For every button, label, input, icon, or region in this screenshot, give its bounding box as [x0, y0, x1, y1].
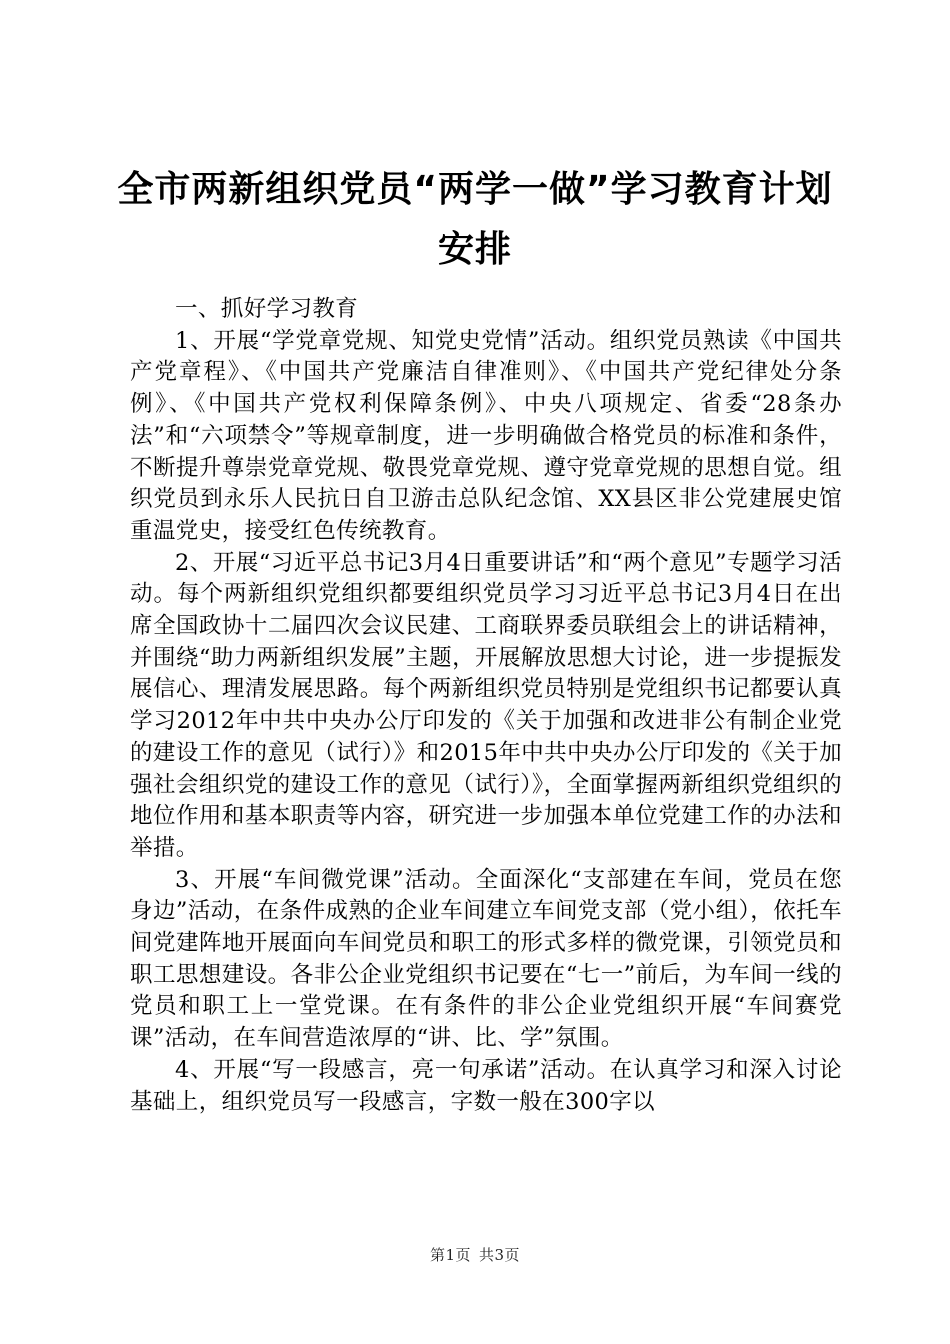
page-footer [0, 1244, 950, 1265]
page-total: 共3页 [479, 1246, 521, 1264]
section-heading: 一、抓好学习教育 [175, 296, 359, 322]
page-number: 第1页 [429, 1246, 471, 1264]
paragraph-2: 2、开展“习近平总书记3月4日重要讲话”和“两个意见”专题学习活动。每个两新组织党组织都要组织党员学习习近平总书记3月4日在出席全国政协十二届四次会议民建、工商联界委员联组会上的讲话精神，并围绕“助力两新组织发展”主题，开展解放思想大讨论，进一步提振发展信心、理清发展思路。每个两新组织党员特别是党组织书记都要认真学习2012年中共中央办公厅印发的《关于加强和改进非公有制企业党的建设工作的意见（试行）》和2015年中共中央办公厅印发的《关于加强社会组织党的建设工作的意见（试行）》，全面掌握两新组织党组织的地位作用和基本职责等内容，研究进一步加强本单位党建工作的办法和举措。 [130, 549, 842, 861]
paragraph-3: 3、开展“车间微党课”活动。全面深化“支部建在车间，党员在您身边”活动，在条件成熟的企业车间建立车间党支部（党小组），依托车间党建阵地开展面向车间党员和职工的形式多样的微党课，引领党员和职工思想建设。各非公企业党组织书记要在“七一”前后，为车间一线的党员和职工上一堂党课。在有条件的非公企业党组织开展“车间赛党课”活动，在车间营造浓厚的“讲、比、学”氛围。 [130, 866, 842, 1052]
paragraph-1: 1、开展“学党章党规、知党史党情”活动。组织党员熟读《中国共产党章程》、《中国共产党廉洁自律准则》、《中国共产党纪律处分条例》、《中国共产党权利保障条例》、中央八项规定、省委“28条办法”和“六项禁令”等规章制度，进一步明确做合格党员的标准和条件，不断提升尊崇党章党规、敬畏党章党规、遵守党章党规的思想自觉。组织党员到永乐人民抗日自卫游击总队纪念馆、XX县区非公党建展史馆重温党史，接受红色传统教育。 [130, 327, 842, 544]
paragraph-4: 4、开展“写一段感言，亮一句承诺”活动。在认真学习和深入讨论基础上，组织党员写一段感言，字数一般在300字以 [130, 1056, 842, 1115]
document-body [130, 294, 842, 1118]
document-title: 全市两新组织党员“两学一做”学习教育计划安排 [117, 169, 833, 270]
